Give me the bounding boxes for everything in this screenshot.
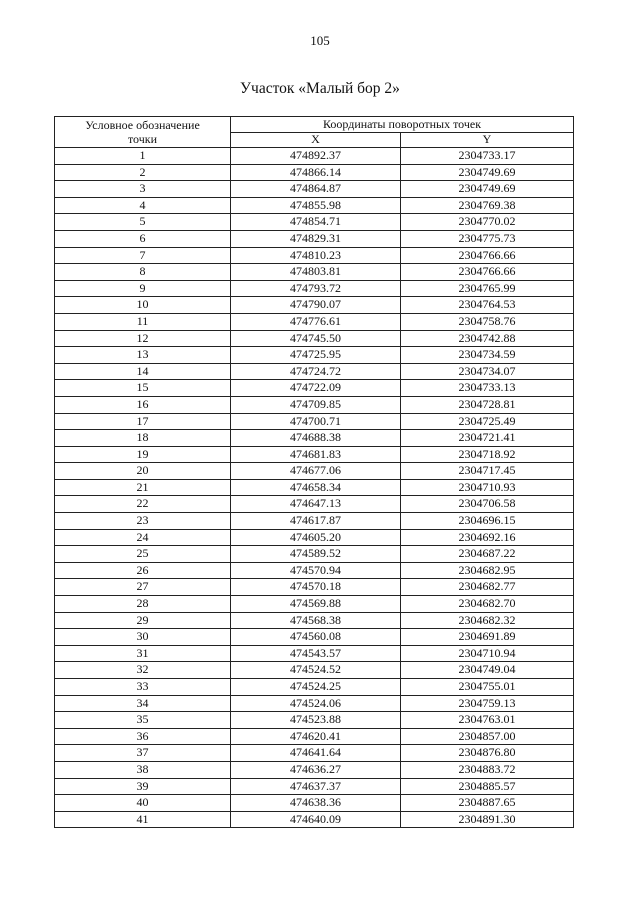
point-id-cell: 34	[55, 695, 231, 712]
y-coordinate-cell: 2304725.49	[401, 413, 574, 430]
y-coordinate-cell: 2304766.66	[401, 264, 574, 281]
x-coordinate-cell: 474725.95	[231, 347, 401, 364]
table-row	[55, 479, 574, 496]
page-number: 105	[310, 33, 330, 48]
y-header: Y	[401, 132, 574, 148]
x-coordinate-cell: 474793.72	[231, 280, 401, 297]
y-coordinate-cell: 2304728.81	[401, 396, 574, 413]
y-coordinate-cell: 2304734.07	[401, 363, 574, 380]
table-row	[55, 230, 574, 247]
y-coordinate-cell: 2304765.99	[401, 280, 574, 297]
table-row	[55, 712, 574, 729]
point-id-cell: 40	[55, 795, 231, 812]
y-coordinate-cell: 2304721.41	[401, 430, 574, 447]
table-row	[55, 745, 574, 762]
table-row	[55, 695, 574, 712]
x-coordinate-cell: 474724.72	[231, 363, 401, 380]
point-id-cell: 6	[55, 230, 231, 247]
y-coordinate-cell: 2304766.66	[401, 247, 574, 264]
table-row	[55, 363, 574, 380]
x-coordinate-cell: 474688.38	[231, 430, 401, 447]
table-row	[55, 546, 574, 563]
y-coordinate-cell: 2304885.57	[401, 778, 574, 795]
x-coordinate-cell: 474745.50	[231, 330, 401, 347]
table-row	[55, 164, 574, 181]
x-coordinate-cell: 474866.14	[231, 164, 401, 181]
point-id-cell: 27	[55, 579, 231, 596]
x-coordinate-cell: 474722.09	[231, 380, 401, 397]
x-coordinate-cell: 474855.98	[231, 197, 401, 214]
x-coordinate-cell: 474589.52	[231, 546, 401, 563]
coords-header: Координаты поворотных точек	[231, 117, 574, 133]
point-id-cell: 18	[55, 430, 231, 447]
point-id-cell: 17	[55, 413, 231, 430]
y-coordinate-cell: 2304755.01	[401, 679, 574, 696]
x-coordinate-cell: 474570.18	[231, 579, 401, 596]
table-row	[55, 562, 574, 579]
point-id-cell: 25	[55, 546, 231, 563]
x-coordinate-cell: 474605.20	[231, 529, 401, 546]
point-id-cell: 3	[55, 181, 231, 198]
x-coordinate-cell: 474829.31	[231, 230, 401, 247]
table-row	[55, 197, 574, 214]
x-header: X	[231, 132, 401, 148]
table-row	[55, 280, 574, 297]
table-row	[55, 181, 574, 198]
point-id-cell: 24	[55, 529, 231, 546]
x-coordinate-cell: 474803.81	[231, 264, 401, 281]
point-id-cell: 2	[55, 164, 231, 181]
point-id-cell: 22	[55, 496, 231, 513]
y-coordinate-cell: 2304682.70	[401, 596, 574, 613]
y-coordinate-cell: 2304857.00	[401, 728, 574, 745]
x-coordinate-cell: 474636.27	[231, 761, 401, 778]
y-coordinate-cell: 2304883.72	[401, 761, 574, 778]
table-row	[55, 413, 574, 430]
x-coordinate-cell: 474776.61	[231, 313, 401, 330]
table-row	[55, 778, 574, 795]
x-coordinate-cell: 474677.06	[231, 463, 401, 480]
y-coordinate-cell: 2304687.22	[401, 546, 574, 563]
point-id-cell: 21	[55, 479, 231, 496]
y-coordinate-cell: 2304710.94	[401, 645, 574, 662]
table-row	[55, 629, 574, 646]
table-row	[55, 148, 574, 165]
table-row	[55, 579, 574, 596]
x-coordinate-cell: 474524.52	[231, 662, 401, 679]
table-row	[55, 612, 574, 629]
point-id-cell: 11	[55, 313, 231, 330]
y-coordinate-cell: 2304876.80	[401, 745, 574, 762]
point-id-cell: 33	[55, 679, 231, 696]
table-row	[55, 811, 574, 828]
point-id-cell: 35	[55, 712, 231, 729]
point-id-cell: 9	[55, 280, 231, 297]
point-label-header-line1: Условное обозначение	[85, 118, 200, 132]
y-coordinate-cell: 2304758.76	[401, 313, 574, 330]
x-coordinate-cell: 474524.25	[231, 679, 401, 696]
point-id-cell: 29	[55, 612, 231, 629]
point-id-cell: 41	[55, 811, 231, 828]
table-row	[55, 529, 574, 546]
y-coordinate-cell: 2304734.59	[401, 347, 574, 364]
table-body	[55, 148, 574, 828]
x-coordinate-cell: 474568.38	[231, 612, 401, 629]
y-coordinate-cell: 2304696.15	[401, 513, 574, 530]
table-row	[55, 662, 574, 679]
x-coordinate-cell: 474658.34	[231, 479, 401, 496]
y-coordinate-cell: 2304682.32	[401, 612, 574, 629]
table-row	[55, 645, 574, 662]
table-row	[55, 347, 574, 364]
table-row	[55, 313, 574, 330]
x-coordinate-cell: 474543.57	[231, 645, 401, 662]
x-coordinate-cell: 474638.36	[231, 795, 401, 812]
x-coordinate-cell: 474854.71	[231, 214, 401, 231]
coordinates-table	[54, 116, 574, 828]
x-coordinate-cell: 474709.85	[231, 396, 401, 413]
point-id-cell: 14	[55, 363, 231, 380]
point-id-cell: 15	[55, 380, 231, 397]
x-coordinate-cell: 474864.87	[231, 181, 401, 198]
y-coordinate-cell: 2304749.69	[401, 164, 574, 181]
x-coordinate-cell: 474569.88	[231, 596, 401, 613]
table-row	[55, 761, 574, 778]
x-coordinate-cell: 474700.71	[231, 413, 401, 430]
point-id-cell: 28	[55, 596, 231, 613]
x-coordinate-cell: 474523.88	[231, 712, 401, 729]
point-id-cell: 38	[55, 761, 231, 778]
table-row	[55, 596, 574, 613]
x-coordinate-cell: 474570.94	[231, 562, 401, 579]
point-id-cell: 23	[55, 513, 231, 530]
y-coordinate-cell: 2304692.16	[401, 529, 574, 546]
point-id-cell: 8	[55, 264, 231, 281]
point-id-cell: 16	[55, 396, 231, 413]
y-coordinate-cell: 2304759.13	[401, 695, 574, 712]
point-id-cell: 32	[55, 662, 231, 679]
point-id-cell: 4	[55, 197, 231, 214]
y-coordinate-cell: 2304717.45	[401, 463, 574, 480]
y-coordinate-cell: 2304733.13	[401, 380, 574, 397]
table-row	[55, 330, 574, 347]
point-id-cell: 30	[55, 629, 231, 646]
table-row	[55, 247, 574, 264]
table-row	[55, 513, 574, 530]
x-coordinate-cell: 474681.83	[231, 446, 401, 463]
point-id-cell: 26	[55, 562, 231, 579]
y-coordinate-cell: 2304682.95	[401, 562, 574, 579]
point-label-header-line2: точки	[127, 132, 158, 146]
y-coordinate-cell: 2304764.53	[401, 297, 574, 314]
table-row	[55, 380, 574, 397]
table-row	[55, 264, 574, 281]
x-coordinate-cell: 474524.06	[231, 695, 401, 712]
table-row	[55, 430, 574, 447]
x-coordinate-cell: 474560.08	[231, 629, 401, 646]
point-id-cell: 12	[55, 330, 231, 347]
y-coordinate-cell: 2304770.02	[401, 214, 574, 231]
point-id-cell: 36	[55, 728, 231, 745]
point-id-cell: 37	[55, 745, 231, 762]
y-coordinate-cell: 2304887.65	[401, 795, 574, 812]
point-id-cell: 5	[55, 214, 231, 231]
x-coordinate-cell: 474892.37	[231, 148, 401, 165]
point-id-cell: 31	[55, 645, 231, 662]
table-row	[55, 446, 574, 463]
table-row	[55, 297, 574, 314]
y-coordinate-cell: 2304682.77	[401, 579, 574, 596]
table-row	[55, 795, 574, 812]
point-id-cell: 39	[55, 778, 231, 795]
x-coordinate-cell: 474641.64	[231, 745, 401, 762]
y-coordinate-cell: 2304691.89	[401, 629, 574, 646]
x-coordinate-cell: 474810.23	[231, 247, 401, 264]
table-row	[55, 396, 574, 413]
table-header	[55, 117, 574, 148]
y-coordinate-cell: 2304749.04	[401, 662, 574, 679]
x-coordinate-cell: 474637.37	[231, 778, 401, 795]
table-row	[55, 679, 574, 696]
y-coordinate-cell: 2304763.01	[401, 712, 574, 729]
page-title: Участок «Малый бор 2»	[240, 80, 400, 97]
point-id-cell: 1	[55, 148, 231, 165]
y-coordinate-cell: 2304775.73	[401, 230, 574, 247]
table-row	[55, 214, 574, 231]
x-coordinate-cell: 474640.09	[231, 811, 401, 828]
x-coordinate-cell: 474620.41	[231, 728, 401, 745]
point-id-cell: 19	[55, 446, 231, 463]
point-id-cell: 10	[55, 297, 231, 314]
x-coordinate-cell: 474647.13	[231, 496, 401, 513]
y-coordinate-cell: 2304891.30	[401, 811, 574, 828]
y-coordinate-cell: 2304706.58	[401, 496, 574, 513]
y-coordinate-cell: 2304710.93	[401, 479, 574, 496]
point-id-cell: 7	[55, 247, 231, 264]
table-row	[55, 463, 574, 480]
point-label-header	[55, 117, 231, 148]
y-coordinate-cell: 2304742.88	[401, 330, 574, 347]
table-row	[55, 496, 574, 513]
x-coordinate-cell: 474617.87	[231, 513, 401, 530]
y-coordinate-cell: 2304718.92	[401, 446, 574, 463]
table-row	[55, 728, 574, 745]
y-coordinate-cell: 2304749.69	[401, 181, 574, 198]
y-coordinate-cell: 2304769.38	[401, 197, 574, 214]
y-coordinate-cell: 2304733.17	[401, 148, 574, 165]
point-id-cell: 20	[55, 463, 231, 480]
point-id-cell: 13	[55, 347, 231, 364]
x-coordinate-cell: 474790.07	[231, 297, 401, 314]
